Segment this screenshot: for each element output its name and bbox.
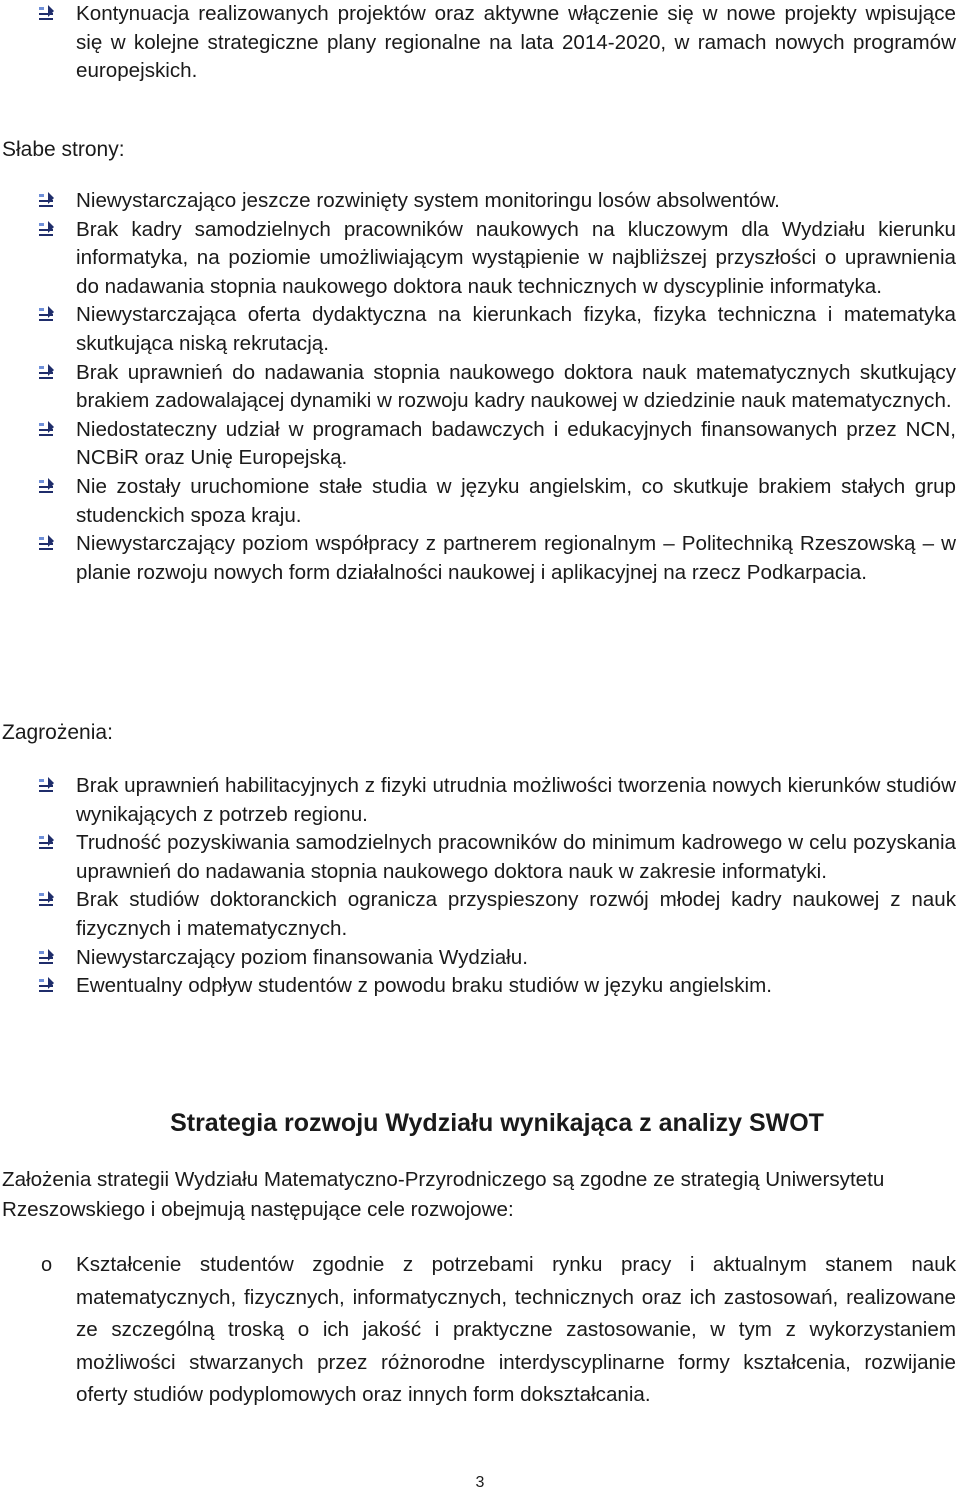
threats-list — [38, 772, 956, 1001]
arrow-bullet-icon — [39, 891, 57, 909]
threats-heading: Zagrożenia: — [2, 721, 113, 744]
list-item — [38, 416, 956, 473]
arrow-bullet-icon — [39, 5, 57, 23]
list-item-text: Kontynuacja realizowanych projektów oraz aktywne włączenie się w nowe projekty wpisujące się w kolejne strategiczne plany regionalne na lata 2014-2020, w ramach nowych programów europejskich. — [76, 2, 956, 83]
list-item — [38, 359, 956, 416]
arrow-bullet-icon — [39, 221, 57, 239]
list-item-text: Niewystarczający poziom współpracy z partnerem regionalnym – Politechniką Rzeszowską – w planie rozwoju nowych form działalności naukowej i aplikacyjnej na rzecz Podkarpacia. — [76, 532, 956, 584]
list-item-text: Brak studiów doktoranckich ogranicza przyspieszony rozwój młodej kadry naukowej z nauk fizycznych i matematycznych. — [76, 888, 956, 940]
arrow-bullet-icon — [39, 977, 57, 995]
list-item-text: Brak uprawnień habilitacyjnych z fizyki utrudnia możliwości tworzenia nowych kierunków studiów wynikających z potrzeb regionu. — [76, 774, 956, 826]
arrow-bullet-icon — [39, 364, 57, 382]
weaknesses-heading: Słabe strony: — [2, 138, 125, 161]
list-item-text: Trudność pozyskiwania samodzielnych pracowników do minimum kadrowego w celu pozyskania uprawnień do nadawania stopnia naukowego doktora nauk w zakresie informatyki. — [76, 831, 956, 883]
list-item — [38, 972, 956, 1001]
list-item-text: Niewystarczający poziom finansowania Wydziału. — [76, 945, 528, 969]
arrow-bullet-icon — [39, 535, 57, 553]
arrow-bullet-icon — [39, 949, 57, 967]
arrow-bullet-icon — [39, 306, 57, 324]
circle-bullet-icon: o — [41, 1254, 53, 1276]
list-item — [38, 216, 956, 302]
list-item — [38, 473, 956, 530]
arrow-bullet-icon — [39, 834, 57, 852]
list-item — [38, 772, 956, 829]
page-number: 3 — [475, 1474, 485, 1491]
strategy-intro: Założenia strategii Wydziału Matematyczno-Przyrodniczego są zgodne ze strategią Uniwersytetu Rzeszowskiego i obejmują następujące cele rozwojowe: — [2, 1168, 885, 1221]
list-item — [38, 301, 956, 358]
arrow-bullet-icon — [39, 192, 57, 210]
list-item-text: Niedostateczny udział w programach badawczych i edukacyjnych finansowanych przez NCN, NCBiR oraz Unię Europejską. — [76, 417, 956, 470]
list-item-text: Ewentualny odpływ studentów z powodu braku studiów w języku angielskim. — [76, 974, 772, 998]
list-item-text: Kształcenie studentów zgodnie z potrzebami rynku pracy i aktualnym stanem nauk matematycznych, fizycznych, informatycznych, technicznych oraz ich zastosowań, realizowane ze szczególną troską o ich jakość i praktyczne zastosowanie, w tym z wykorzystaniem możliwości stwarzanych przez różnorodne interdyscyplinarne formy kształcenia, rozwijanie oferty studiów podyplomowych oraz innych form dokształcania. — [76, 1253, 956, 1406]
list-item-text: Niewystarczająca oferta dydaktyczna na kierunkach fizyka, fizyka techniczna i matematyka skutkująca niską rekrutacją. — [76, 303, 956, 355]
intro-list — [38, 0, 956, 86]
list-item — [38, 829, 956, 886]
list-item — [38, 0, 956, 86]
list-item-text: Brak kadry samodzielnych pracowników naukowych na kluczowym dla Wydziału kierunku informatyka, na poziomie umożliwiającym wystąpienie w najbliższej przyszłości o uprawnienia do nadawania stopnia naukowego doktora nauk technicznych w dyscyplinie informatyka. — [76, 217, 956, 298]
list-item-text: Nie zostały uruchomione stałe studia w języku angielskim, co skutkuje brakiem stałych grup studenckich spoza kraju. — [76, 474, 956, 527]
list-item — [38, 187, 956, 216]
weaknesses-list — [38, 187, 956, 587]
strategy-title: Strategia rozwoju Wydziału wynikająca z analizy SWOT — [170, 1109, 824, 1137]
list-item — [38, 944, 956, 973]
list-item — [38, 886, 956, 943]
arrow-bullet-icon — [39, 421, 57, 439]
list-item — [38, 1249, 956, 1412]
list-item-text: Niewystarczająco jeszcze rozwinięty system monitoringu losów absolwentów. — [76, 189, 780, 212]
list-item — [38, 530, 956, 587]
arrow-bullet-icon — [39, 777, 57, 795]
arrow-bullet-icon — [39, 478, 57, 496]
strategy-goals-list — [38, 1249, 956, 1412]
list-item-text: Brak uprawnień do nadawania stopnia naukowego doktora nauk matematycznych skutkujący brakiem zadowalającej dynamiki w rozwoju kadry naukowej w dziedzinie nauk matematycznych. — [76, 360, 956, 413]
